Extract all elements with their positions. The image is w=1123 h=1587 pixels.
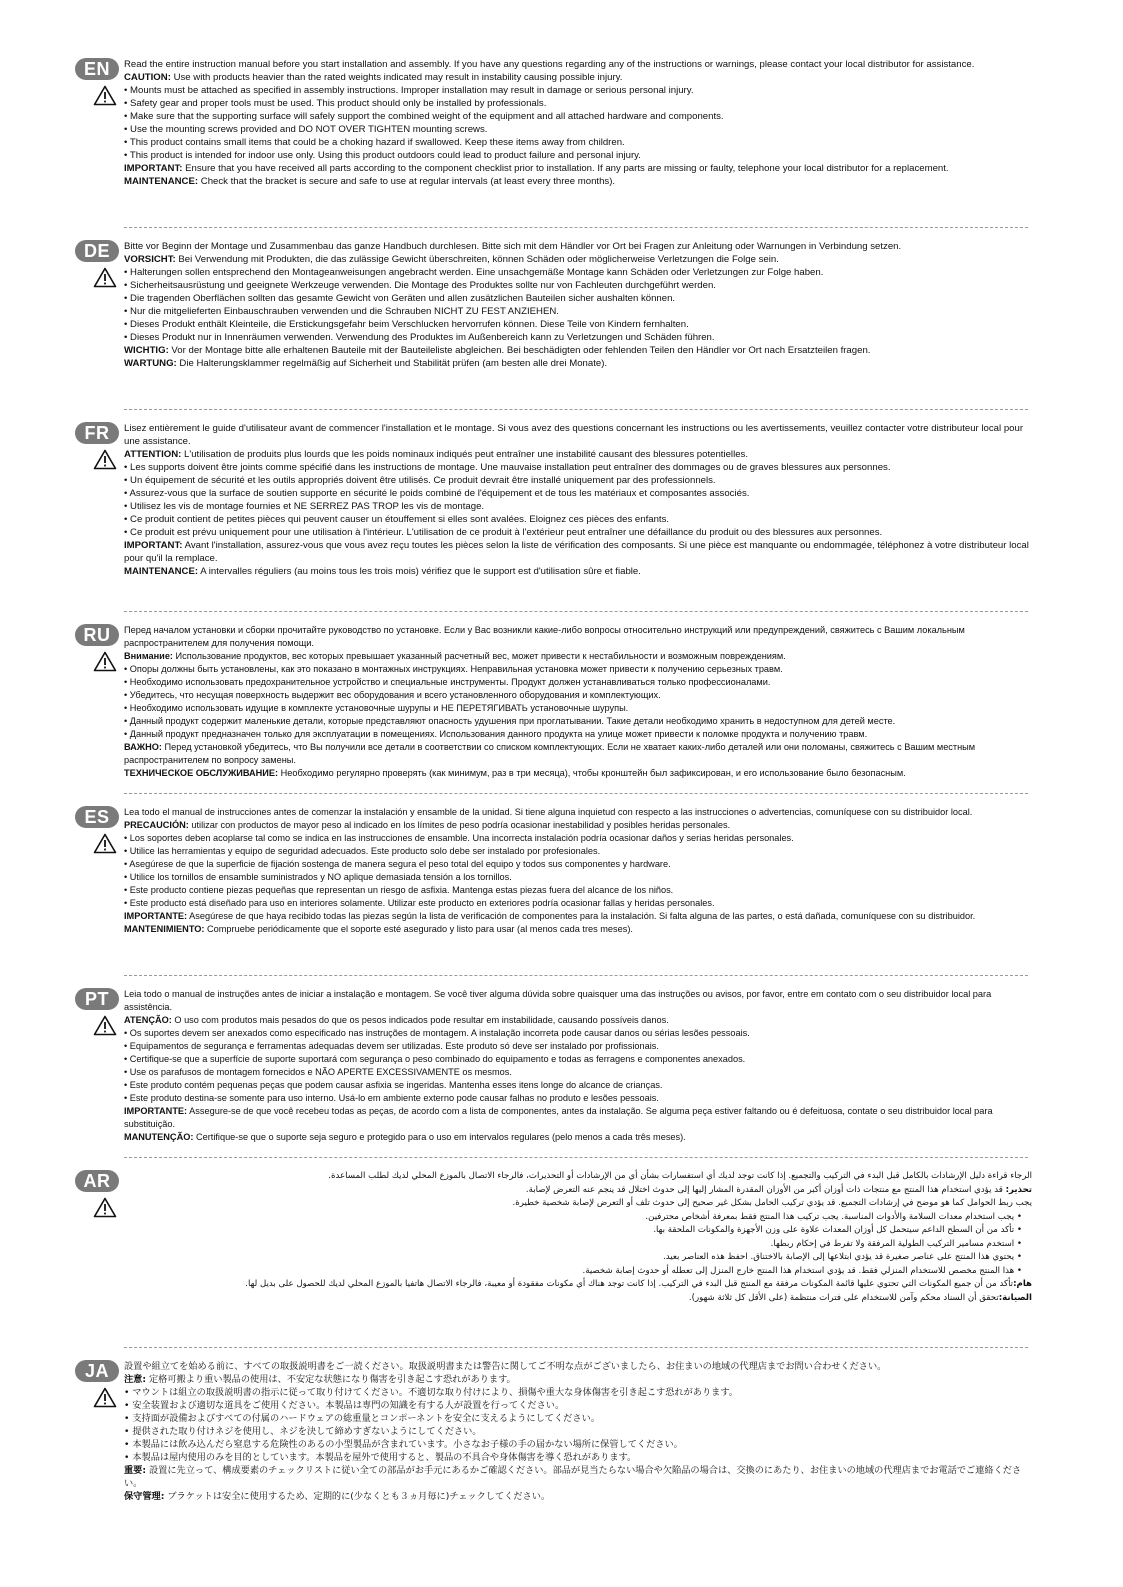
list-item: • This product contains small items that could be a choking hazard if swallowed. Keep these items away from children. <box>124 136 1032 149</box>
language-badge-de: DE <box>75 240 119 262</box>
warning-triangle-icon <box>93 833 117 854</box>
warning-triangle-icon <box>93 1015 117 1036</box>
maintenance-text: Check that the bracket is secure and safe to use at regular intervals (at least every three months). <box>198 176 616 187</box>
list-item: • 支持面が設備およびすべての付属のハードウェアの総重量とコンポーネントを安全に支えるようにしてください。 <box>124 1412 1032 1425</box>
list-item: • Die tragenden Oberflächen sollten das gesamte Gewicht von Geräten und allen zusätzlichen Bauteilen sicher aushalten können. <box>124 292 1032 305</box>
list-item: • Os suportes devem ser anexados como especificado nas instruções de montagem. A instalação incorreta pode causar danos ou sérias lesões pessoais. <box>124 1027 1032 1040</box>
maintenance-label: ТЕХНИЧЕСКОЕ ОБСЛУЖИВАНИЕ: <box>124 768 279 778</box>
bullet-list <box>124 832 1032 910</box>
list-item: • Asegúrese de que la superficie de fijación sostenga de manera segura el peso total del equipo y todos sus componentes y hardware. <box>124 858 1032 871</box>
list-item: • Nur die mitgelieferten Einbauschrauben verwenden und die Schrauben NICHT ZU FEST ANZIEHEN. <box>124 305 1032 318</box>
list-item: • Данный продукт предназначен только для эксплуатации в помещениях. Использования данного продукта на улице может привести к поломке продукта и получению травм. <box>124 728 1032 741</box>
maintenance-label: 保守管理: <box>124 1491 165 1502</box>
caution-text: Использование продуктов, вес которых превышает указанный расчетный вес, может привести к нестабильности и возможным повреждениям. <box>172 651 786 661</box>
list-item: • 本製品は屋内使用のみを目的としています。本製品を屋外で使用すると、製品の不具合や身体傷害を導く恐れがあります。 <box>124 1451 1032 1464</box>
section-divider <box>124 409 1028 410</box>
warning-triangle-icon <box>93 1387 117 1408</box>
caution-line <box>124 71 1032 84</box>
list-item: • Use the mounting screws provided and DO NOT OVER TIGHTEN mounting screws. <box>124 123 1032 136</box>
list-item: • استخدم مسامير التركيب الطولية المرفقة ولا تفرط في إحكام ربطها. <box>124 1238 1032 1252</box>
maintenance-text: ブラケットは安全に使用するため、定期的に(少なくとも３ヵ月毎に)チェックしてください。 <box>164 1491 551 1502</box>
important-label: 重要: <box>124 1465 147 1476</box>
list-item: • Dieses Produkt nur in Innenräumen verwenden. Verwendung des Produktes im Außenbereich kann zu Verletzungen und Schäden führen. <box>124 331 1032 344</box>
caution-line <box>124 1373 1032 1386</box>
section-divider <box>124 611 1028 612</box>
caution-line <box>124 448 1032 461</box>
important-text: Assegure-se de que você recebeu todas as peças, de acordo com a lista de componentes, antes da instalação. Se alguma peça estiver faltando ou é defeituosa, contate o seu distribuidor local para substituição. <box>124 1106 993 1129</box>
section-body-ja <box>124 1360 1032 1503</box>
caution-line <box>124 253 1032 266</box>
list-item: • Utilice los tornillos de ensamble suministrados y NO aplique demasiada tensión a los tornillos. <box>124 871 1032 884</box>
list-item: • يجب استخدام معدات السلامة والأدوات المناسبة. يجب تركيب هذا المنتج فقط بمعرفة أشخاص محترفين. <box>124 1211 1032 1225</box>
important-text: تأكد من أن جميع المكونات التي تحتوي عليها قائمة المكونات مرفقة مع المنتج قبل البدء في التركيب. إذا كانت توجد هناك أي مكونات مفقودة أو معيبة، فالرجاء الاتصال هاتفيا بالموزع المحلي لديك للحصول على بديل لها. <box>245 1279 1014 1289</box>
caution-label: CAUTION: <box>124 72 171 83</box>
language-badge-pt: PT <box>75 988 119 1010</box>
list-item: • Убедитесь, что несущая поверхность выдержит вес оборудования и всего установленного оборудования и комплектующих. <box>124 689 1032 702</box>
caution-label: ATENÇÃO: <box>124 1015 172 1025</box>
important-line <box>124 741 1032 767</box>
maintenance-label: MAINTENANCE: <box>124 566 199 577</box>
list-item: • This product is intended for indoor use only. Using this product outdoors could lead to product failure and personal injury. <box>124 149 1032 162</box>
caution-line <box>124 1014 1032 1027</box>
intro-text: الرجاء قراءة دليل الإرشادات بالكامل قبل البدء في التركيب والتجميع. إذا كانت توجد لديك أي استفسارات بشأن أي من الإرشادات أو التحذيرات، فالرجاء الاتصال بالموزع المحلي لديك لطلب المساعدة. <box>328 1171 1032 1181</box>
important-text: Asegúrese de que haya recibido todas las piezas según la lista de verificación de componentes para la instalación. Si falta alguna de las partes, o está dañada, comuníquese con su distribuidor. <box>187 911 976 921</box>
section-body-de <box>124 240 1032 370</box>
bullet-list <box>124 266 1032 344</box>
caution-text: 定格可搬より重い製品の使用は、不安定な状態になり傷害を引き起こす恐れがあります。 <box>146 1374 516 1385</box>
language-badge-ar: AR <box>75 1170 119 1192</box>
section-body-ru <box>124 624 1032 780</box>
section-divider <box>124 227 1028 228</box>
list-item: • Use os parafusos de montagem fornecidos e NÃO APERTE EXCESSIVAMENTE os mesmos. <box>124 1066 1032 1079</box>
intro-text: Read the entire instruction manual before you start installation and assembly. If you have any questions regarding any of the instructions or warnings, please contact your local distributor for assistance. <box>124 59 975 70</box>
list-item: • 提供された取り付けネジを使用し、ネジを決して締めすぎないようにしてください。 <box>124 1425 1032 1438</box>
list-item: • Les supports doivent être joints comme spécifié dans les instructions de montage. Une mauvaise installation peut entraîner des dommages ou de graves blessures aux personnes. <box>124 461 1032 474</box>
warning-triangle-icon <box>93 449 117 470</box>
section-body-pt <box>124 988 1032 1144</box>
caution-text: Bei Verwendung mit Produkten, die das zulässige Gewicht überschreiten, können Schäden oder möglicherweise Verletzungen die Folge sein. <box>175 254 779 265</box>
caution-line <box>124 819 1032 832</box>
language-badge-ja: JA <box>75 1360 119 1382</box>
intro-text: Bitte vor Beginn der Montage und Zusammenbau das ganze Handbuch durchlesen. Bitte sich mit dem Händler vor Ort bei Fragen zur Anleitung oder Warnungen in Verbindung setzen. <box>124 241 902 252</box>
section-body-es <box>124 806 1032 936</box>
language-badge-fr: FR <box>75 422 119 444</box>
list-item: • Un équipement de sécurité et les outils appropriés doivent être utilisés. Ce produit devrait être installé uniquement par des professionnels. <box>124 474 1032 487</box>
caution-text: L'utilisation de produits plus lourds que les poids nominaux indiqués peut entraîner une instabilité causant des blessures potentielles. <box>181 449 748 460</box>
maintenance-label: MANTENIMIENTO: <box>124 924 205 934</box>
caution-line <box>124 650 1032 663</box>
list-item: • Ce produit est prévu uniquement pour une utilisation à l'intérieur. L'utilisation de ce produit à l'extérieur peut entraîner une défaillance du produit ou des blessures aux personnes. <box>124 526 1032 539</box>
important-line <box>124 162 1032 175</box>
caution-text: قد يؤدي استخدام هذا المنتج مع منتجات ذات أوزان أكبر من الأوزان المقدرة المشار إليها إلى حدوث اختلال قد ينجم عنه التعرض لإصابة. <box>525 1184 1006 1195</box>
section-divider <box>124 1347 1028 1348</box>
caution-label: Внимание: <box>124 651 173 661</box>
intro-text: Lisez entièrement le guide d'utilisateur avant de commencer l'installation et le montage. Si vous avez des questions concernant les instructions ou les avertissements, veuillez contacter votre distributeur local pour une assistance. <box>124 423 1024 447</box>
section-divider <box>124 793 1028 794</box>
important-line <box>124 539 1032 565</box>
important-text: Перед установкой убедитесь, что Вы получили все детали в соответствии со списком комплектующих. Если не хватает каких-либо деталей или они поломаны, свяжитесь с Вашим местным распространителем по вопросу замены. <box>124 742 976 765</box>
caution-text: utilizar con productos de mayor peso al indicado en los límites de peso podría ocasionar inestabilidad y posibles heridas personales. <box>188 820 731 830</box>
important-line <box>124 344 1032 357</box>
important-line <box>124 1464 1032 1490</box>
list-item: • Ce produit contient de petites pièces qui peuvent causer un étouffement si elles sont avalées. Eloignez ces pièces des enfants. <box>124 513 1032 526</box>
maintenance-text: A intervalles réguliers (au moins tous les trois mois) vérifiez que le support est d'utilisation sûre et fiable. <box>198 566 641 577</box>
list-item: • Certifique-se que a superfície de suporte suportará com segurança o peso combinado do equipamento e todas as ferragens e componentes anexados. <box>124 1053 1032 1066</box>
caution-label: 注意: <box>124 1374 147 1385</box>
list-item: • هذا المنتج مخصص للاستخدام المنزلي فقط. قد يؤدي استخدام هذا المنتج خارج المنزل إلى تعطله أو حدوث إصابة شخصية. <box>124 1265 1032 1279</box>
important-text: Ensure that you have received all parts according to the component checklist prior to installation. If any parts are missing or faulty, telephone your local distributor for a replacement. <box>182 163 949 174</box>
bullet-list <box>124 84 1032 162</box>
important-text: Avant l'installation, assurez-vous que vous avez reçu toutes les pièces selon la liste de vérification des composants. Si une pièce est manquante ou endommagée, téléphonez à votre distributeur local pour qu'il la remplace. <box>124 540 1029 564</box>
intro-text: 設置や組立てを始める前に、すべての取扱説明書をご一読ください。取扱説明書または警告に関してご不明な点がございましたら、お住まいの地域の代理店までお問い合わせください。 <box>124 1361 887 1372</box>
warning-triangle-icon <box>93 1197 117 1218</box>
bullet-list <box>124 1027 1032 1105</box>
important-line <box>124 1105 1032 1131</box>
maintenance-text: Compruebe periódicamente que el soporte esté asegurado y listo para usar (al menos cada tres meses). <box>204 924 633 934</box>
important-label: IMPORTANTE: <box>124 1106 188 1116</box>
important-label: IMPORTANT: <box>124 540 183 551</box>
section-body-ar <box>124 1170 1032 1305</box>
language-badge-en: EN <box>75 58 119 80</box>
maintenance-line <box>124 565 1032 578</box>
maintenance-line <box>124 357 1032 370</box>
list-item: • Данный продукт содержит маленькие детали, которые представляют опасность удушения при проглатывании. Такие детали необходимо хранить в недоступном для детей месте. <box>124 715 1032 728</box>
warning-triangle-icon <box>93 85 117 106</box>
list-item: • Equipamentos de segurança e ferramentas adequadas devem ser utilizadas. Este produto só deve ser instalado por profissionais. <box>124 1040 1032 1053</box>
list-item: • 本製品には飲み込んだら窒息する危険性のあるの小型製品が含まれています。小さなお子様の手の届かない場所に保管してください。 <box>124 1438 1032 1451</box>
important-label: WICHTIG: <box>124 345 169 356</box>
list-item: • Utilice las herramientas y equipo de seguridad adecuados. Este producto solo debe ser instalado por profesionales. <box>124 845 1032 858</box>
section-body-fr <box>124 422 1032 578</box>
maintenance-line <box>124 1292 1032 1306</box>
section-body-en <box>124 58 1032 188</box>
important-label: هام: <box>1013 1279 1032 1289</box>
important-text: 設置に先立って、構成要素のチェックリストに従い全ての部品がお手元にあるかご確認ください。部品が見当たらない場合や欠陥品の場合は、交換のにあたり、お住まいの地域の代理店までお電話でご連絡ください。 <box>124 1465 1022 1489</box>
maintenance-text: Die Halterungsklammer regelmäßig auf Sicherheit und Stabilität prüfen (am besten alle drei Monate). <box>176 358 608 369</box>
maintenance-line <box>124 767 1032 780</box>
list-item: • Este producto está diseñado para uso en interiores solamente. Utilizar este producto en exteriores podría ocasionar fallas y heridas personales. <box>124 897 1032 910</box>
caution-text: Use with products heavier than the rated weights indicated may result in instability causing possible injury. <box>170 72 623 83</box>
list-item: • تأكد من أن السطح الداعم سيتحمل كل أوزان المعدات علاوة على وزن الأجهزة والمكونات الملحقة بها. <box>124 1224 1032 1238</box>
important-line <box>124 1278 1032 1292</box>
intro-text: Перед началом установки и сборки прочитайте руководство по установке. Если у Вас возникли какие-либо вопросы относительно инструкций или предупреждений, свяжитесь с Вашим локальным распространителем для получения помощи. <box>124 625 965 648</box>
list-item: • Mounts must be attached as specified in assembly instructions. Improper installation may result in damage or serious personal injury. <box>124 84 1032 97</box>
bullet-list <box>124 663 1032 741</box>
bullet-list <box>124 1386 1032 1464</box>
warning-triangle-icon <box>93 651 117 672</box>
caution-label: PRECAUCIÓN: <box>124 820 189 830</box>
maintenance-text: Certifique-se que o suporte seja seguro e protegido para o uso em intervalos regulares (pelo menos a cada três meses). <box>193 1132 686 1142</box>
list-item: • Необходимо использовать идущие в комплекте установочные шурупы и НЕ ПЕРЕТЯГИВАТЬ установочные шурупы. <box>124 702 1032 715</box>
list-item: • Необходимо использовать предохранительное устройство и специальные инструменты. Продукт должен устанавливаться только профессионалами. <box>124 676 1032 689</box>
caution-label: VORSICHT: <box>124 254 176 265</box>
maintenance-line <box>124 1490 1032 1503</box>
maintenance-text: تحقق أن السناد محكم وآمن للاستخدام على فترات منتظمة (على الأقل كل ثلاثة شهور). <box>688 1292 999 1303</box>
pre-bullet-text: يجب ربط الحوامل كما هو موضح في إرشادات التجميع. قد يؤدي تركيب الحامل بشكل غير صحيح إلى حدوث تلف أو التعرض لإصابة شخصية خطيرة. <box>512 1198 1032 1208</box>
maintenance-label: WARTUNG: <box>124 358 177 369</box>
list-item: • Este produto destina-se somente para uso interno. Usá-lo em ambiente externo pode causar falhas no produto e lesões pessoais. <box>124 1092 1032 1105</box>
list-item: • Este producto contiene piezas pequeñas que representan un riesgo de asfixia. Mantenga estas piezas fuera del alcance de los niños. <box>124 884 1032 897</box>
maintenance-text: Необходимо регулярно проверять (как минимум, раз в три месяца), чтобы кронштейн был зафиксирован, и его использование было безопасным. <box>278 768 906 778</box>
important-label: IMPORTANT: <box>124 163 183 174</box>
language-badge-ru: RU <box>75 624 119 646</box>
list-item: • Halterungen sollen entsprechend den Montageanweisungen angebracht werden. Eine unsachgemäße Montage kann Schäden oder Verletzungen zur Folge haben. <box>124 266 1032 279</box>
caution-label: ATTENTION: <box>124 449 182 460</box>
maintenance-label: MAINTENANCE: <box>124 176 199 187</box>
maintenance-line <box>124 175 1032 188</box>
list-item: • Dieses Produkt enthält Kleinteile, die Erstickungsgefahr beim Verschlucken hervorrufen können. Diese Teile von Kindern fernhalten. <box>124 318 1032 331</box>
list-item: • Utilisez les vis de montage fournies et NE SERREZ PAS TROP les vis de montage. <box>124 500 1032 513</box>
important-line <box>124 910 1032 923</box>
caution-label: تحذير: <box>1005 1184 1032 1195</box>
important-label: IMPORTANTE: <box>124 911 188 921</box>
list-item: • Make sure that the supporting surface will safely support the combined weight of the equipment and all attached hardware and components. <box>124 110 1032 123</box>
caution-line <box>124 1184 1032 1198</box>
bullet-list <box>124 1211 1032 1279</box>
maintenance-label: الصيانة: <box>998 1292 1032 1303</box>
section-divider <box>124 975 1028 976</box>
list-item: • 安全装置および適切な道具をご使用ください。本製品は専門の知識を有する人が設置を行ってください。 <box>124 1399 1032 1412</box>
list-item: • Опоры должны быть установлены, как это показано в монтажных инструкциях. Неправильная установка может привести к получению серьезных травм. <box>124 663 1032 676</box>
list-item: • Este produto contém pequenas peças que podem causar asfixia se ingeridas. Mantenha esses itens longe do alcance de crianças. <box>124 1079 1032 1092</box>
maintenance-line <box>124 923 1032 936</box>
important-label: ВАЖНО: <box>124 742 162 752</box>
maintenance-label: MANUTENÇÃO: <box>124 1132 194 1142</box>
intro-text: Leia todo o manual de instruções antes de iniciar a instalação e montagem. Se você tiver alguma dúvida sobre quaisquer uma das instruções ou avisos, por favor, entre em contato com o seu distribuidor local para assistência. <box>124 989 992 1012</box>
language-badge-es: ES <box>75 806 119 828</box>
list-item: • Safety gear and proper tools must be used. This product should only be installed by professionals. <box>124 97 1032 110</box>
warning-triangle-icon <box>93 267 117 288</box>
intro-text: Lea todo el manual de instrucciones antes de comenzar la instalación y ensamble de la unidad. Si tiene alguna inquietud con respecto a las instrucciones o advertencias, comuníquese con su distribuidor local. <box>124 807 973 817</box>
bullet-list <box>124 461 1032 539</box>
caution-text: O uso com produtos mais pesados do que os pesos indicados pode resultar em instabilidade, causando possíveis danos. <box>171 1015 669 1025</box>
maintenance-line <box>124 1131 1032 1144</box>
list-item: • Assurez-vous que la surface de soutien supporte en sécurité le poids combiné de l'équipement et de tous les matériaux et composantes associés. <box>124 487 1032 500</box>
list-item: • Sicherheitsausrüstung und geeignete Werkzeuge verwenden. Die Montage des Produktes sollte nur von Fachleuten durchgeführt werden. <box>124 279 1032 292</box>
important-text: Vor der Montage bitte alle erhaltenen Bauteile mit der Bauteileliste abgleichen. Bei beschädigten oder fehlenden Teilen den Händler vor Ort nach Ersatzteilen fragen. <box>168 345 871 356</box>
list-item: • يحتوي هذا المنتج على عناصر صغيرة قد يؤدي ابتلاعها إلى الإصابة بالاختناق. احفظ هذه العناصر بعيد. <box>124 1251 1032 1265</box>
list-item: • Los soportes deben acoplarse tal como se indica en las instrucciones de ensamble. Una incorrecta instalación podría ocasionar daños y serias heridas personales. <box>124 832 1032 845</box>
list-item: • マウントは組立の取扱説明書の指示に従って取り付けてください。不適切な取り付けにより、損傷や重大な身体傷害を引き起こす恐れがあります。 <box>124 1386 1032 1399</box>
section-divider <box>124 1157 1028 1158</box>
